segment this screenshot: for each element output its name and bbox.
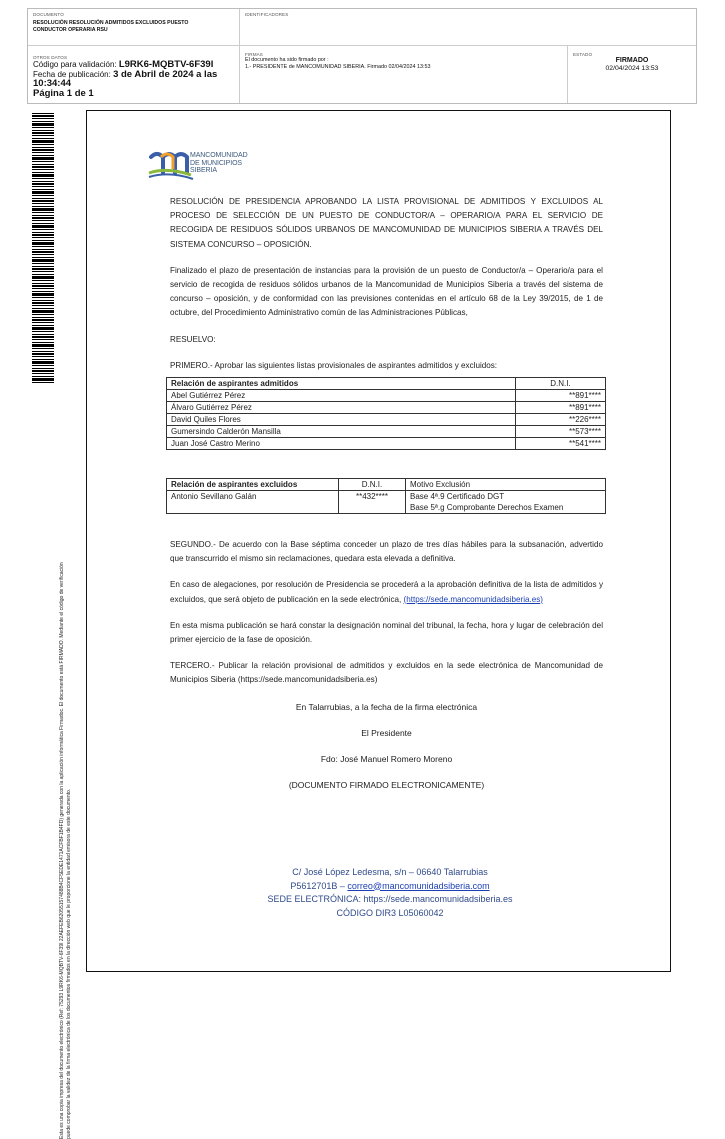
admitido-name: Abel Gutiérrez Pérez [167, 390, 516, 402]
sede-link[interactable]: (https://sede.mancomunidadsiberia.es) [403, 594, 543, 604]
fecha-label: Fecha de publicación: [33, 69, 111, 79]
side-verification-text [59, 159, 73, 1139]
publicacion-paragraph: En esta misma publicación se hará constar la designación nominal del tribunal, la fecha, hora y lugar de celebración del primer ejercicio de la fase de oposición. [170, 620, 603, 645]
footer-contact [200, 880, 580, 894]
document-body [170, 195, 603, 792]
codigo-value: L9RK6-MQBTV-6F39I [118, 59, 214, 70]
fecha-value: 3 de Abril de 2024 a las 10:34:44 [33, 68, 218, 89]
admitido-dni: **226**** [516, 414, 606, 426]
side-text-line2: puede comprobar la validez de la firma electrónica de los documentos firmados en la dirección web que le proporcione la entidad emisora de este documento. [66, 788, 72, 1139]
footer-dir3: CÓDIGO DIR3 L05060042 [336, 907, 444, 918]
document-label: DOCUMENTO [33, 12, 64, 17]
admitido-dni: **891**** [516, 402, 606, 414]
estado-date: 02/04/2024 13:53 [605, 65, 659, 72]
footer-address: C/ José López Ledesma, s/n – 06640 Talarrubias [292, 867, 488, 877]
estado-value: FIRMADO [615, 57, 649, 64]
resuelvo-heading: RESUELVO: [170, 334, 216, 344]
identificadores-label: IDENTIFICADORES [245, 12, 289, 17]
tercero-paragraph: TERCERO.- Publicar la relación provisional de admitidos y excluidos en la sede electrónica de Mancomunidad de Municipios Siberia (https://sede.mancomunidadsiberia.es) [170, 661, 603, 685]
document-cell [28, 9, 240, 46]
logo-line3: SIBERIA [190, 167, 217, 175]
admitido-dni: **891**** [516, 390, 606, 402]
footer-nif: P5612701B – [290, 880, 348, 891]
document-value: RESOLUCIÓN RESOLUCIÓN ADMITIDOS EXCLUIDOS PUESTO CONDUCTOR OPERARIA RSU [33, 20, 189, 33]
logo-line2: DE MUNICIPIOS [190, 159, 242, 167]
firmado-nota: (DOCUMENTO FIRMADO ELECTRONICAMENTE) [288, 780, 485, 791]
identificadores-cell [240, 9, 696, 46]
footer-email-link[interactable]: correo@mancomunidadsiberia.com [347, 880, 490, 891]
pagina-value: Página 1 de 1 [33, 87, 94, 99]
admitidos-table [166, 377, 606, 450]
table-header-row [167, 479, 606, 491]
segundo-paragraph: SEGUNDO.- De acuerdo con la Base séptima conceder un plazo de tres días hábiles para la subsanación, advertido que transcurrido el mismo sin reclamaciones, quedara esta elevada a definitiva. [170, 540, 603, 564]
admitido-name: Juan José Castro Merino [167, 438, 516, 450]
excluidos-dni-header: D.N.I. [339, 479, 406, 491]
admitido-dni: **573**** [516, 426, 606, 438]
excluido-dni: **432**** [339, 491, 406, 514]
page-footer [200, 866, 580, 920]
primero-paragraph: PRIMERO.- Aprobar las siguientes listas provisionales de aspirantes admitidos y excluidos: [170, 360, 498, 370]
pagina-label [33, 89, 234, 99]
lugar-fecha: En Talarrubias, a la fecha de la firma electrónica [295, 701, 478, 712]
resolution-title: RESOLUCIÓN DE PRESIDENCIA APROBANDO LA LISTA PROVISIONAL DE ADMITIDOS Y EXCLUIDOS AL PROCESO DE SELECCIÓN DE UN PUESTO DE CONDUCTOR/A – OPERARIO/A PARA EL SERVICIO DE RECOGIDA DE RESIDUOS SÓLIDOS URBANOS DE MANCOMUNIDAD DE MUNICIPIOS SIBERIA A TRAVÉS DEL SISTEMA CONCURSO – OPOSICIÓN. [170, 197, 603, 249]
cargo: El Presidente [361, 727, 412, 738]
admitido-name: Álvaro Gutiérrez Pérez [167, 402, 516, 414]
intro-paragraph: Finalizado el plazo de presentación de instancias para la provisión de un puesto de Conductor/a – Operario/a para el servicio de recogida de residuos sólidos urbanos de la Mancomunidad de Municipios Siberia a través del sistema de concurso – oposición, y de conformidad con las previsiones contenidas en el artículo 68 de la Ley 39/2015, de 1 de octubre, del Procedimiento Administrativo común de las Administraciones Públicas, [170, 265, 603, 318]
excluidos-header: Relación de aspirantes excluidos [167, 479, 339, 491]
admitidos-header: Relación de aspirantes admitidos [167, 378, 516, 390]
alegaciones-paragraph [170, 578, 603, 606]
excluido-name: Antonio Sevillano Galán [167, 491, 339, 514]
motivo-line2: Base 5ª.g Comprobante Derechos Examen [410, 503, 564, 513]
estado-label: ESTADO [573, 52, 593, 57]
fecha-publicacion [33, 70, 234, 89]
logo-text [190, 152, 248, 175]
excluido-motivo [406, 491, 606, 514]
table-row [167, 491, 606, 514]
motivo-line1: Base 4ª.9 Certificado DGT [410, 492, 505, 502]
table-row [167, 438, 606, 450]
admitido-name: Gumersindo Calderón Mansilla [167, 426, 516, 438]
table-header-row [167, 378, 606, 390]
admitido-name: David Quiles Flores [167, 414, 516, 426]
codigo-label: Código para validación: [33, 60, 117, 69]
firmas-cell [240, 46, 568, 103]
barcode [32, 113, 54, 385]
firmas-line1: El documento ha sido firmado por : [245, 57, 329, 63]
firmas-line2: 1.- PRESIDENTE de MANCOMUNIDAD SIBERIA. Firmado 02/04/2024 13:53 [245, 64, 431, 70]
logo-line1: MANCOMUNIDAD [190, 152, 248, 159]
motivo-header: Motivo Exclusión [406, 479, 606, 491]
table-row [167, 402, 606, 414]
table-row [167, 390, 606, 402]
excluidos-table [166, 478, 606, 514]
otros-datos-cell [28, 46, 240, 103]
table-row [167, 426, 606, 438]
alegaciones-text: En caso de alegaciones, por resolución de Presidencia se procederá a la aprobación definitiva de la lista de admitidos y excluidos, que será objeto de publicación en la sede electrónica, [170, 580, 603, 604]
side-text-line1: Esta es una copia impresa del documento electrónico (Ref: 75293 L9RK6-MQBTV-6F39I 22AEFEB62055157488B4CF5EDE1471ACFBF1B4FD) generada con la aplicación informática Firmadoc. El documento está FIRMADO. Mediante el código de verificación [59, 562, 65, 1139]
signature-header [27, 8, 697, 104]
otros-datos-label: OTROS DATOS [33, 55, 68, 60]
dni-header: D.N.I. [516, 378, 606, 390]
firma-nombre: Fdo: José Manuel Romero Moreno [320, 754, 453, 765]
admitido-dni: **541**** [516, 438, 606, 450]
footer-sede: SEDE ELECTRÓNICA: https://sede.mancomunidadsiberia.es [267, 894, 513, 904]
firmas-label: FIRMAS [245, 52, 263, 57]
table-row [167, 414, 606, 426]
estado-cell [568, 46, 696, 103]
